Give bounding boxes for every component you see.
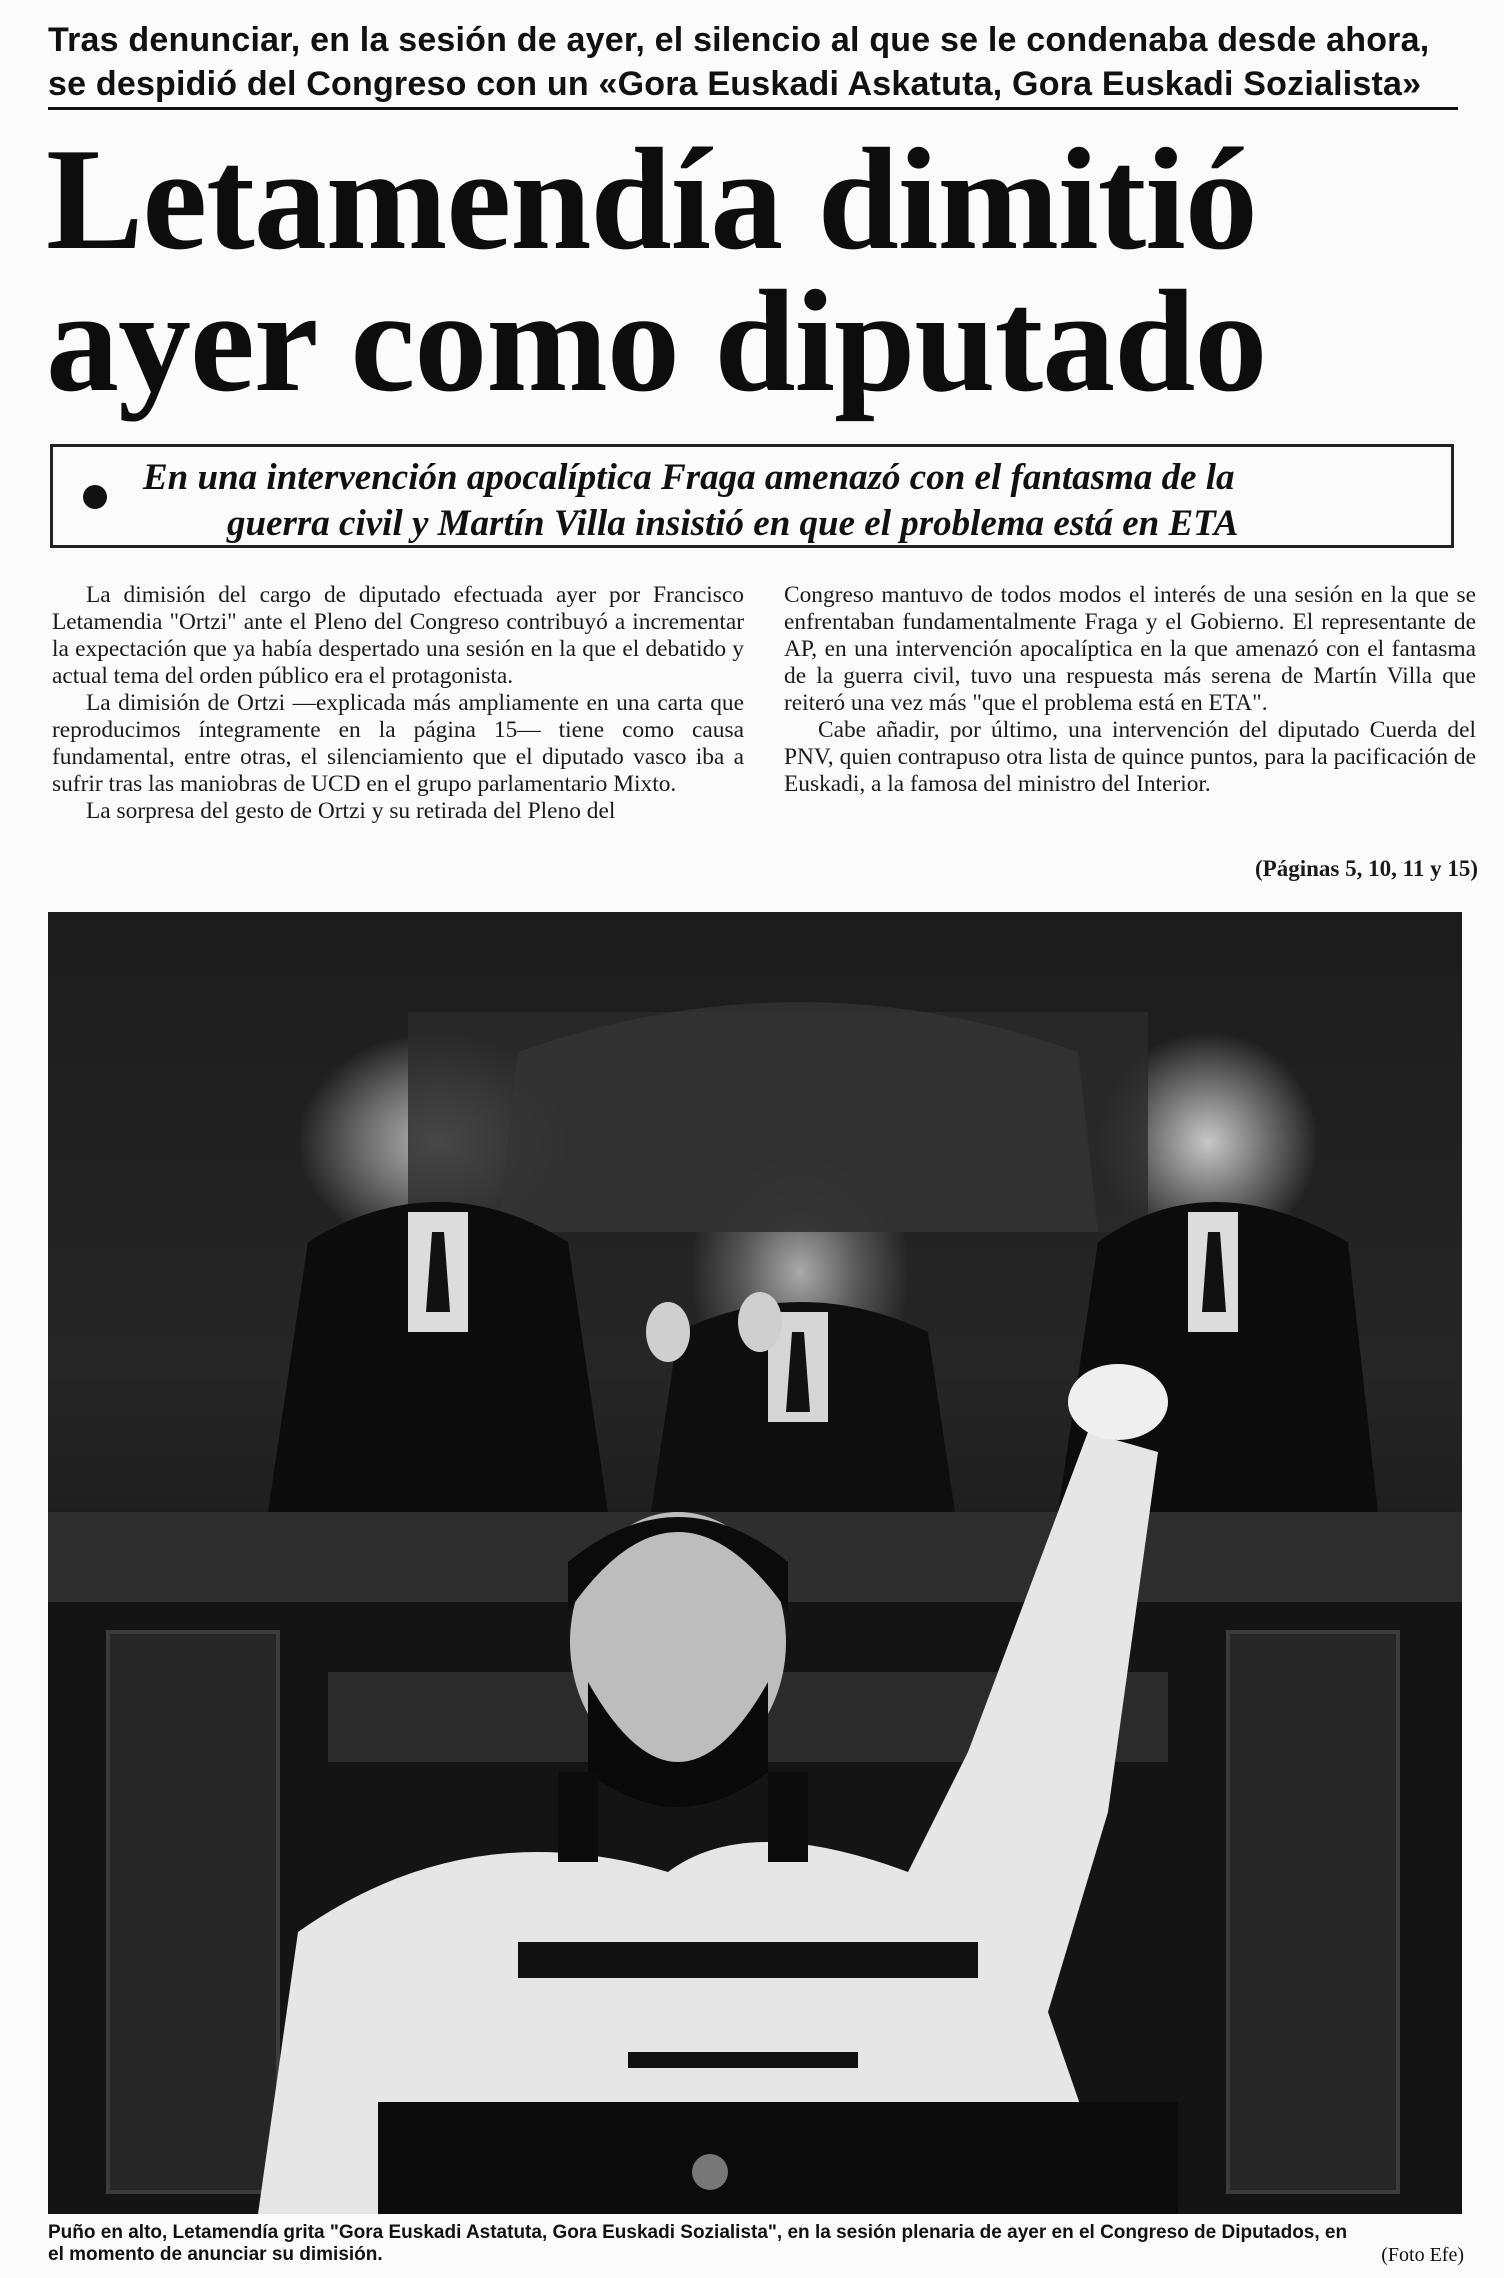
caption-line-2: el momento de anunciar su dimisión. bbox=[48, 2244, 383, 2265]
article-column-left bbox=[52, 582, 744, 825]
photo-credit: (Foto Efe) bbox=[1381, 2244, 1464, 2266]
deck-box bbox=[50, 444, 1454, 548]
kicker-subheadline bbox=[48, 18, 1458, 110]
article-paragraph: Congreso mantuvo de todos modos el interés de una sesión en la que se enfrentaban fundamentalmente Fraga y el Gobierno. El representante de AP, en una intervención apocalíptica en la que amenazó con el fantasma de la guerra civil, tuvo una respuesta más serena de Martín Villa que reiteró una vez más "que el problema está en ETA". bbox=[784, 582, 1476, 716]
photo-illustration bbox=[48, 912, 1462, 2214]
deck-text bbox=[143, 455, 1443, 547]
article-paragraph: La dimisión del cargo de diputado efectuada ayer por Francisco Letamendia "Ortzi" ante el Pleno del Congreso contribuyó a incrementar la expectación que ya había despertado una sesión en la que el debatido y actual tema del orden público era el protagonista. bbox=[52, 582, 744, 689]
caption-line-1: Puño en alto, Letamendía grita "Gora Euskadi Astatuta, Gora Euskadi Sozialista", en la sesión plenaria de ayer en el Congreso de Diputados, en bbox=[48, 2222, 1348, 2243]
bullet-icon bbox=[83, 485, 107, 509]
deck-line-2: guerra civil y Martín Villa insistió en que el problema está en ETA bbox=[227, 503, 1239, 544]
article-paragraph: Cabe añadir, por último, una intervención del diputado Cuerda del PNV, quien contrapuso otra lista de quince puntos, para la pacificación de Euskadi, a la famosa del ministro del Interior. bbox=[784, 717, 1476, 797]
headline-line-1: Letamendía dimitió bbox=[46, 118, 1257, 280]
article-paragraph: La sorpresa del gesto de Ortzi y su retirada del Pleno del bbox=[86, 798, 616, 824]
article-body bbox=[52, 582, 1482, 882]
article-paragraph: La dimisión de Ortzi —explicada más ampliamente en una carta que reproducimos íntegramente en la página 15— tiene como causa fundamental, entre otras, el silenciamiento que el diputado vasco iba a sufrir tras las maniobras de UCD en el grupo parlamentario Mixto. bbox=[52, 690, 744, 797]
news-photo bbox=[48, 912, 1462, 2214]
article-column-right bbox=[784, 582, 1476, 798]
photo-caption bbox=[48, 2222, 1464, 2266]
kicker-line-2: se despidió del Congreso con un «Gora Euskadi Askatuta, Gora Euskadi Sozialista» bbox=[48, 62, 1458, 110]
deck-line-1: En una intervención apocalíptica Fraga amenazó con el fantasma de la bbox=[143, 457, 1235, 498]
kicker-line-1: Tras denunciar, en la sesión de ayer, el silencio al que se le condenaba desde ahora, bbox=[48, 21, 1430, 59]
page-reference: (Páginas 5, 10, 11 y 15) bbox=[1255, 856, 1478, 881]
headline bbox=[46, 118, 1466, 422]
headline-line-2: ayer como diputado bbox=[46, 260, 1267, 422]
